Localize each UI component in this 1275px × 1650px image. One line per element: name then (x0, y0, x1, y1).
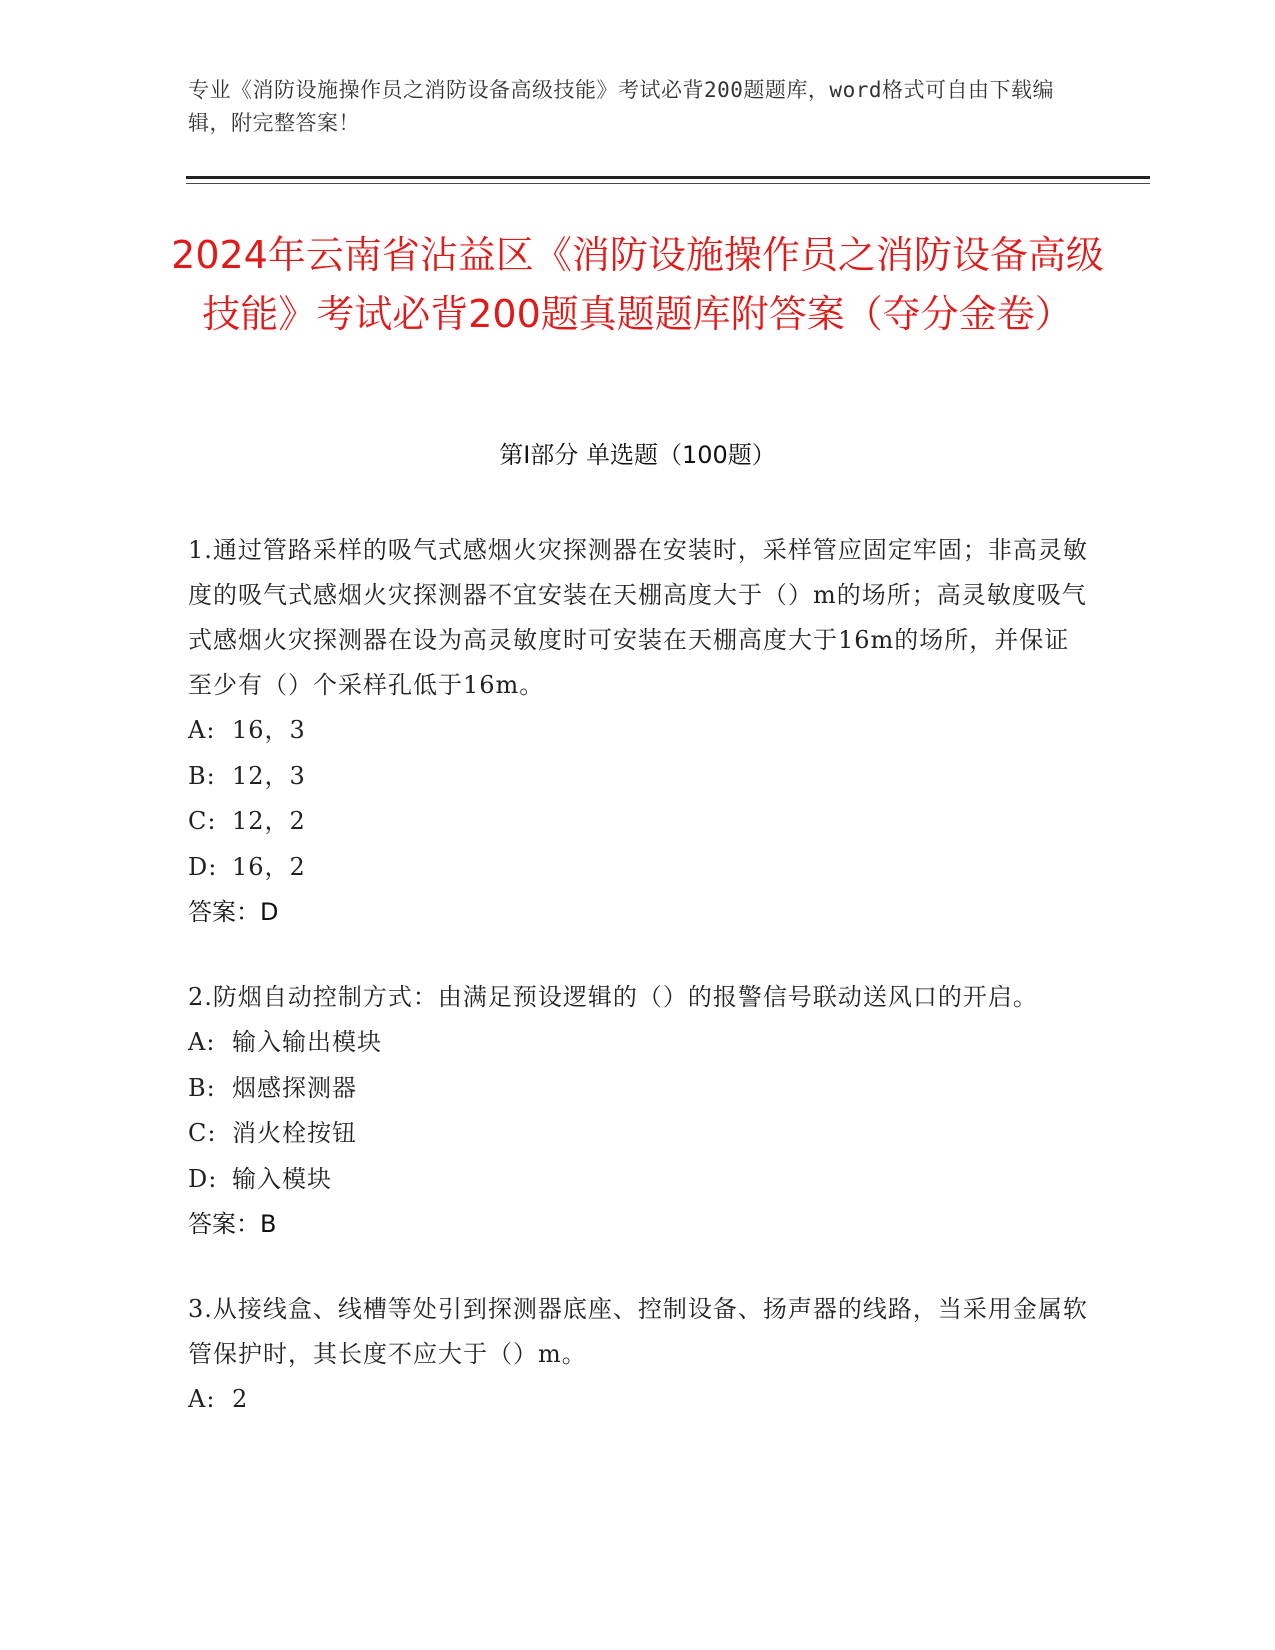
section-heading: 第I部分 单选题（100题） (499, 441, 776, 469)
question-option (188, 845, 1088, 891)
option-key: C: (188, 807, 217, 835)
question-option (188, 708, 1088, 754)
option-key: A: (188, 1385, 216, 1413)
header-rule-thin (186, 183, 1150, 184)
option-key: C: (188, 1119, 217, 1147)
question-text: 1.通过管路采样的吸气式感烟火灾探测器在安装时，采样管应固定牢固；非高灵敏度的吸气式感烟火灾探测器不宜安装在天棚高度大于（）m的场所；高灵敏度吸气式感烟火灾探测器在设为高灵敏度时可安装在天棚高度大于16m的场所，并保证至少有（）个采样孔低于16m。 (188, 536, 1088, 699)
question-list (188, 528, 1088, 1463)
question-answer (188, 1202, 1088, 1247)
question-option (188, 754, 1088, 800)
option-value: 输入输出模块 (232, 1028, 382, 1056)
option-key: A: (188, 1028, 216, 1056)
question-option (188, 1020, 1088, 1066)
question-option (188, 1111, 1088, 1157)
header-note: 专业《消防设施操作员之消防设备高级技能》考试必背200题题库，word格式可自由下载编辑，附完整答案！ (188, 78, 1054, 135)
question-option (188, 1157, 1088, 1203)
question-option (188, 1377, 1088, 1423)
option-key: B: (188, 1073, 216, 1102)
option-value: 12，2 (232, 807, 306, 835)
option-value: 输入模块 (232, 1164, 332, 1193)
question-item (188, 528, 1088, 935)
answer-value: B (260, 1210, 277, 1238)
option-value: 2 (232, 1385, 249, 1413)
option-key: A: (188, 716, 216, 744)
document-title: 2024年云南省沾益区《消防设施操作员之消防设备高级技能》考试必背200题真题题库附答案（夺分金卷） (171, 233, 1104, 336)
option-value: 12，3 (232, 761, 306, 790)
question-item (188, 1287, 1088, 1423)
question-option (188, 799, 1088, 845)
option-key: B: (188, 761, 216, 790)
question-answer (188, 890, 1088, 935)
answer-value: D (260, 898, 279, 926)
option-key: D: (188, 852, 218, 881)
option-value: 16，2 (232, 852, 306, 881)
option-value: 消火栓按钮 (232, 1119, 357, 1147)
option-value: 16，3 (232, 716, 306, 744)
header-rule-thick (186, 176, 1150, 179)
answer-label: 答案： (188, 1210, 260, 1238)
question-item (188, 975, 1088, 1247)
question-text: 3.从接线盒、线槽等处引到探测器底座、控制设备、扬声器的线路，当采用金属软管保护时，其长度不应大于（）m。 (188, 1295, 1088, 1368)
question-text: 2.防烟自动控制方式：由满足预设逻辑的（）的报警信号联动送风口的开启。 (188, 983, 1038, 1011)
question-option (188, 1066, 1088, 1112)
option-value: 烟感探测器 (232, 1073, 357, 1102)
answer-label: 答案： (188, 898, 260, 926)
option-key: D: (188, 1164, 218, 1193)
